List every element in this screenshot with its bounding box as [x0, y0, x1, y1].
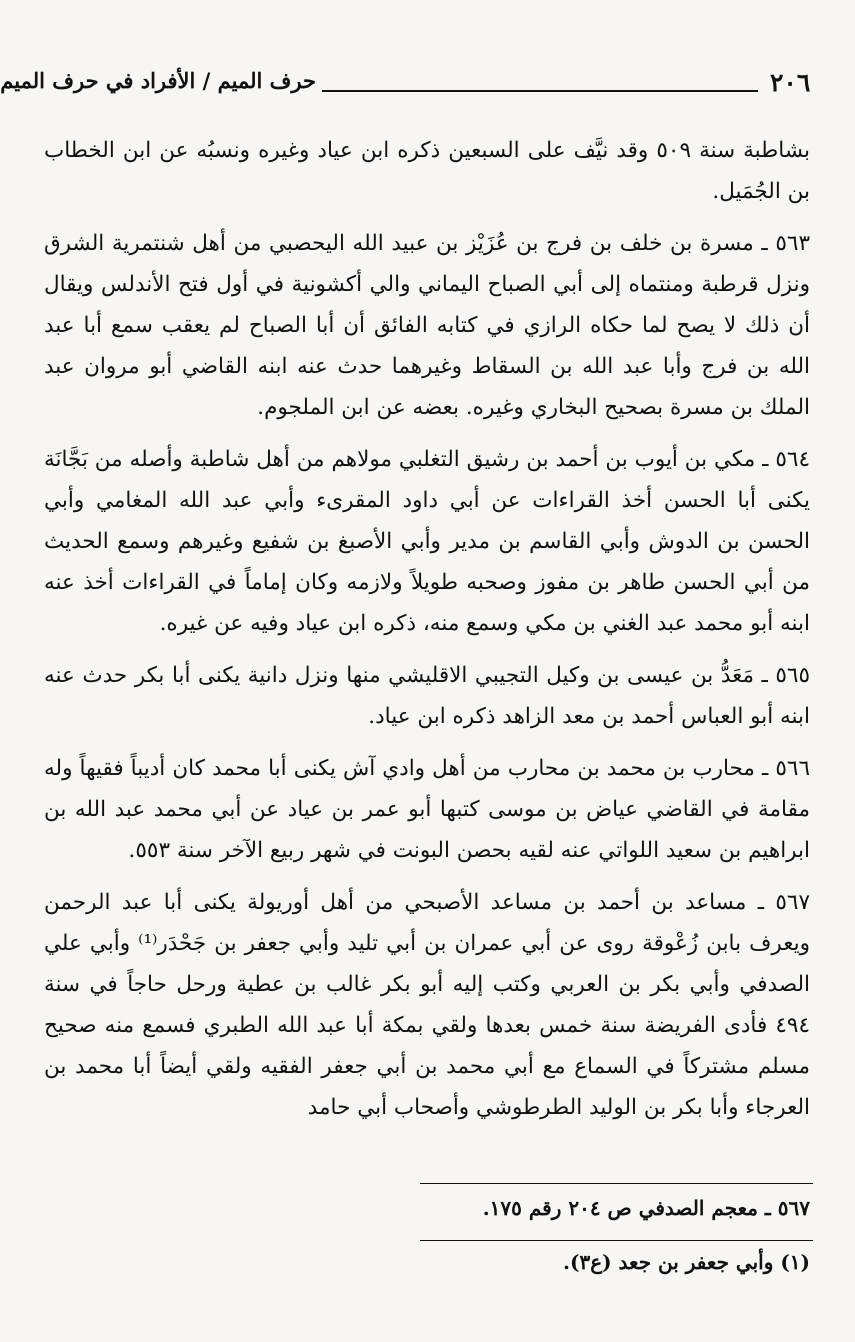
- header-rule: [322, 90, 758, 92]
- entry-564: ٥٦٤ ـ مكي بن أيوب بن أحمد بن رشيق التغلبي مولاهم من أهل شاطبة وأصله من بَجَّانَة يكنى أبا الحسن أخذ القراءات عن أبي داود المقرىء وأبي عبد الله المغامي وأبي الحسن بن الدوش وأبي القاسم بن مدير وأبي الأصبغ بن شفيع وغيرهم وسمع الحديث من أبي الحسن طاهر بن مفوز وصحبه طويلاً ولازمه وكان إماماً في القراءات أخذ عنه ابنه أبو محمد عبد الغني بن مكي وسمع منه، ذكره ابن عياد وفيه عن غيره.: [44, 447, 810, 636]
- entry-566: ٥٦٦ ـ محارب بن محمد بن محارب من أهل وادي آش يكنى أبا محمد كان أديباً فقيهاً وله مقامة في القاضي عياض بن موسى كتبها أبو عمر بن عياد عن أبي محمد عبد الله بن ابراهيم بن سعيد اللواتي عنه لقيه بحصن البونت في شهر ربيع الآخر سنة ٥٥٣.: [44, 756, 810, 863]
- entry-continuation: بشاطبة سنة ٥٠٩ وقد نيَّف على السبعين ذكره ابن عياد وغيره ونسبُه عن ابن الخطاب بن الجُمَيل.: [44, 138, 810, 204]
- page-number: ٢٠٦: [770, 68, 811, 97]
- footnote: (١) وأبي جعفر بن جعد (ع٣).: [563, 1250, 810, 1274]
- source-note: ٥٦٧ ـ معجم الصدفي ص ٢٠٤ رقم ١٧٥.: [482, 1196, 810, 1220]
- entry-565: ٥٦٥ ـ مَعَدُّ بن عيسى بن وكيل التجيبي الاقليشي منها ونزل دانية يكنى أبا بكر حدث عنه ابنه أبو العباس أحمد بن معد الزاهد ذكره ابن عياد.: [44, 663, 810, 729]
- footnote-rule: [420, 1240, 813, 1241]
- entry-567: ٥٦٧ ـ مساعد بن أحمد بن مساعد الأصبحي من أهل أوريولة يكنى أبا عبد الرحمن ويعرف بابن زُعْوقة روى عن أبي عمران بن أبي تليد وأبي جعفر بن جَحْدَر⁽¹⁾ وأبي علي الصدفي وأبي بكر بن العربي وكتب إليه أبو بكر غالب بن عطية ورحل حاجاً في سنة ٤٩٤ فأدى الفريضة سنة خمس بعدها ولقي بمكة أبا عبد الله الطبري فسمع منه صحيح مسلم مشتركاً في السماع مع أبي محمد بن أبي جعفر الفقيه ولقي أيضاً أبا محمد بن العرجاء وأبا بكر بن الوليد الطرطوشي وأصحاب أبي حامد: [44, 890, 810, 1120]
- main-text: [44, 130, 810, 1139]
- entry-563: ٥٦٣ ـ مسرة بن خلف بن فرج بن عُزَيْز بن عبيد الله اليحصبي من أهل شنتمرية الشرق ونزل قرطبة ومنتماه إلى أبي الصباح اليماني والي أكشونية في أول فتح الأندلس ويقال أن ذلك لا يصح لما حكاه الرازي في كتابه الفائق أن أبا الصباح لم يعقب سمع أبا عبد الله بن فرج وأبا عبد الله بن السقاط وغيرهما حدث عنه ابنه القاضي أبو مروان عبد الملك بن مسرة بصحيح البخاري وغيره. بعضه عن ابن الملجوم.: [44, 231, 810, 420]
- running-header: حرف الميم / الأفراد في حرف الميم: [0, 68, 316, 93]
- source-rule: [420, 1183, 813, 1184]
